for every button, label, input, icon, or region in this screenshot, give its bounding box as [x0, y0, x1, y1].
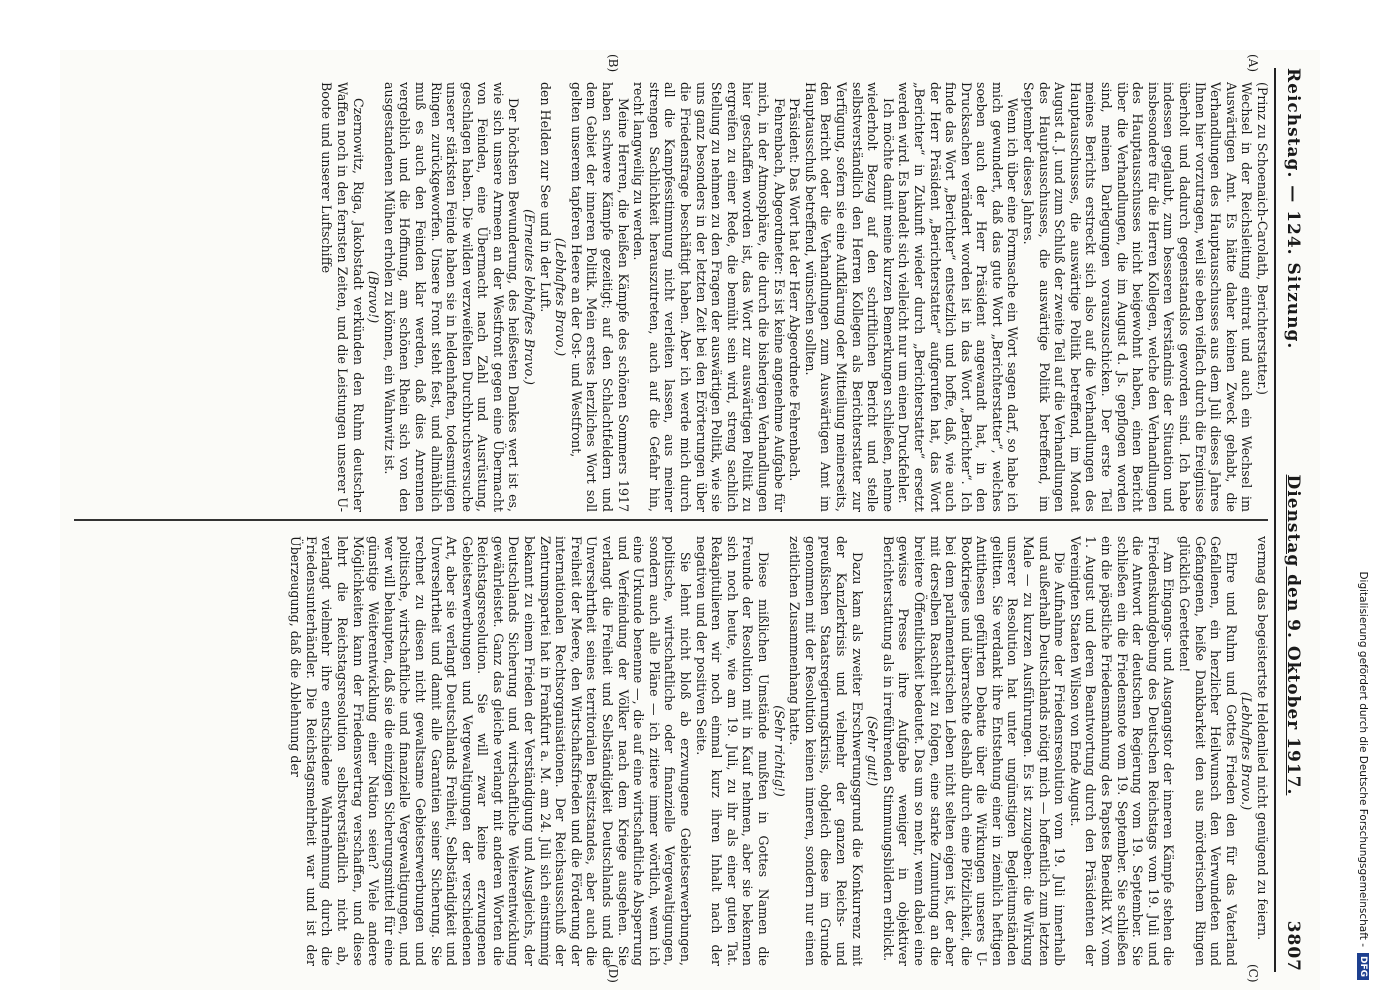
paragraph: (Sehr richtig!)	[771, 705, 787, 797]
paragraph: Sie lehnt nicht bloß ab erzwungene Gebietserwerbungen, politische, wirtschaftliche oder finanzielle Vergewaltigungen, sondern auch alle Pläne — ich zitiere immer wörtlich, wenn ich eine Urkunde benenne —, die auf eine wirtschaftliche Absperrung und Verfeindung der Völker nach dem Kriege ausgehen. Sie verlangt die Freiheit und Selbständigkeit Deutschlands und die Unversehrtheit seines territorialen Besitzstandes, aber auch die Freiheit der Meere, den Wirtschaftsfrieden und die Förderung der internationalen Rechtsorganisationen. Der Reichsausschuß der Zentrumspartei hat in Frankfurt a. M. am 24. Juli sich einstimmig bekannt zu einem Frieden der Verständigung und Ausgleichs, der Deutschlands Sicherung und wirtschaftliche Weiterentwicklung gewährleistet. Ganz das gleiche verlangt mit anderen Worten die Reichstagsresolution. Sie will zwar keine erzwungenen Gebietserwerbungen und Vergewaltigungen der verschiedenen Art, aber sie verlangt Deutschlands Freiheit, Selbständigkeit und Unversehrtheit und damit alle Garantien seiner Sicherung. Sie rechnet zu diesen nicht gewaltsame Gebietserwerbungen und politische, wirtschaftliche und finanzielle Vergewaltigungen, und wer will behaupten, daß sie die einzigen Sicherungsmittel für eine günstige Weiterentwicklung einer Nation seien? Viele andere Möglichkeiten kann der Friedensvertrag verschaffen, und diese lehrt die Reichstagsresolution selbstverständlich nicht ab, verlangt vielmehr ihre entschiedene Wahrnehmung durch die Friedensunterhändler. Die Reichstagsmehrheit war und ist der Überzeugung, daß die Ablehnung der	[288, 536, 694, 966]
paragraph: (Prinz zu Schoenaich-Carolath, Berichterstatter.)	[1255, 82, 1270, 395]
page-number: 3807	[1283, 920, 1303, 972]
paragraph: Dazu kam als zweiter Erschwerungsgrund die Konkurrenz mit der Kanzlerkrisis und vielmehr der ganzen Reichs- und preußischen Staatsregierungskrisis, obgleich diese im Grunde genommen mit der Resolution keinen inneren, sondern nur einen zeitlichen Zusammenhang hatte.	[787, 536, 865, 966]
paragraph: Die Aufnahme der Friedensresolution vom 19. Juli innerhalb und außerhalb Deutschlands nötigt mich — hoffentlich zum letzten Male — zu kurzen Ausführungen. Es ist zuzugeben: die Wirkung unserer Resolution hat unter ungünstigen Begleitumständen gelitten. Sie verdankt ihre Entstehung einer in ziemlich heftigen Antithesen geführten Debatte über die Wirkungen unseres U-Bootkrieges und überraschte deshalb durch eine Plötzlichkeit, die bei dem parlamentarischen Leben nicht selten eigen ist, der aber mit derselben Raschheit zu folgen, eine starke Zumutung an die breitere Öffentlichkeit bedeutet. Das um so mehr, wenn dabei eine gewisse Presse ihre Aufgabe weniger in objektiver Berichterstattung als in irreführenden Stimmungsbildern erblickt.	[880, 536, 1068, 966]
margin-marker-c: (C)	[1246, 964, 1260, 983]
paragraph: vermag das begeistertste Heldenlied nicht genügend zu feiern.	[1255, 536, 1270, 941]
paragraph: Der höchsten Bewunderung, des heißesten Dankes wert ist es, wie sich unsere Armeen an der Westfront gegen eine Übermacht von Feinden, eine Übermacht nach Zahl und Ausrüstung, geschlagen haben. Die wilden verzweifelten Durchbruchsversuche unserer stärksten Feinde haben sie in heldenhaften, todesmutigen Ringen zurückgeworfen. Unsere Front steht fest, und allmählich muß es auch den Feinden klar werden, daß dies Anrennen vergeblich und die Hoffnung, am schönen Rhein sich von den ausgestandenen Mühen erholen zu können, ein Wahnwitz ist.	[381, 82, 522, 512]
paragraph: (Lebhaftes Bravo.)	[1239, 691, 1255, 811]
paragraph: Meine Herren, die heißen Kämpfe des schönen Sommers 1917 haben schwere Kämpfe gezeitigt; auf den Schlachtfeldern und dem Gebiet der inneren Politik. Mein erstes herzliches Wort soll gelten unserem tapferen Heere an der Ost- und Westfront,	[568, 82, 631, 512]
paragraph: Am Eingangs- und Ausgangstor der inneren Kämpfe stehen die Friedenskundgebung des Deutschen Reichstags vom 19. Juli und die Antwort der deutschen Regierung vom 19. September. Sie schließen ein die Friedensnote vom 19. September. Sie schließen ein die päpstliche Friedensmahnung des Papstes Benedikt XV. vom 1. August und deren Beantwortung durch den Präsidenten der Vereinigten Staaten Wilson von Ende August.	[1067, 536, 1177, 966]
paragraph: Präsident: Das Wort hat der Herr Abgeordnete Fehrenbach.	[787, 98, 803, 482]
left-column	[74, 82, 1270, 512]
rotated-page-frame	[60, 50, 1320, 990]
paragraph: (Bravo!)	[366, 270, 382, 324]
margin-marker-b: (B)	[606, 54, 620, 73]
header-left: Reichstag. — 124. Sitzung.	[1283, 68, 1303, 350]
paragraph: (Sehr gut!)	[865, 715, 881, 787]
column-divider	[74, 519, 1268, 521]
paragraph: Ich möchte damit meine kurzen Bemerkungen schließen, nehme wiederholt Bezug auf den schriftlichen Bericht und stelle selbstverständlich den Herren Kollegen als Berichterstatter zur Verfügung, sofern sie eine Aufklärung oder Mitteilung meinerseits, den Bericht oder die Verhandlungen zum Auswärtigen Amt im Hauptausschuß betreffend, wünschen sollten.	[802, 82, 896, 512]
paragraph: (Lebhaftes Bravo.)	[553, 237, 569, 357]
page-content	[60, 50, 1320, 990]
digitization-credit	[1352, 20, 1382, 980]
paragraph: (Erneutes lebhaftes Bravo.)	[522, 209, 538, 385]
header-date: Dienstag den 9. Oktober 1917.	[1283, 474, 1303, 796]
margin-marker-d: (D)	[606, 964, 620, 983]
page-header	[1280, 68, 1306, 972]
right-column	[74, 536, 1270, 966]
paragraph: den Helden zur See und in der Luft.	[537, 82, 553, 313]
paragraph: Fehrenbach, Abgeordneter: Es ist keine angenehme Aufgabe für mich, in der Atmosphäre, die durch die bisherigen Verhandlungen hier geschaffen worden ist, das Wort zur auswärtigen Politik zu ergreifen zu einer Rede, die bemüht sein wird, streng sachlich Stellung zu nehmen zu den Fragen der auswärtigen Politik, wie sie uns ganz besonders in der letzten Zeit bei den Erörterungen über die Friedensfrage beschäftigt haben. Aber ich werde mich durch all die Kampfesstimmung nicht verleiten lassen, aus meiner strengen Sachlichkeit herauszutreten, auch auf die Gefahr hin, recht langweilig zu werden.	[631, 82, 787, 512]
paragraph: Czernowitz, Riga, Jakobstadt verkünden den Ruhm deutscher Waffen noch in den fernsten Zeiten, und die Leistungen unserer U-Boote und unserer Luftschiffe	[319, 82, 366, 512]
paragraph: Wechsel in der Reichsleitung eintrat und auch ein Wechsel im Auswärtigen Amt. Es hätte daher keinen Zweck gehabt, die Verhandlungen des Hauptausschusses aus dem Juli dieses Jahres Ihnen hier vorzutragen, weil sie eben vielfach durch die Ereignisse überholt und dadurch gegenstandslos geworden sind. Ich habe indessen geglaubt, zum besseren Verständnis der Situation und insbesondere für die Herren Kollegen, welche den Verhandlungen des Hauptausschusses nicht beigewohnt haben, einen Bericht über die Verhandlungen, die im August d. Js. gepflogen worden sind, meinen Darlegungen vorauszuschicken. Der erste Teil meines Berichts erstreckt sich also auf die Verhandlungen des Hauptausschusses, die auswärtige Politik betreffend, im Monat August d. J. und zum Schluß der zweite Teil auf die Verhandlungen des Hauptausschusses, die auswärtige Politik betreffend, im September dieses Jahres.	[1021, 82, 1255, 512]
paragraph: Ehre und Ruhm und Gottes Frieden den für das Vaterland Gefallenen, ein herzlicher Heilwunsch den Verwundeten und Gefangenen, heiße Dankbarkeit den aus mörderischem Ringen glücklich Geretteten!	[1177, 536, 1239, 966]
paragraph: Diese mißlichen Umstände mußten in Gottes Namen die Freunde der Resolution mit in Kauf nehmen, aber sie bekennen sich noch heute, wie am 19. Juli, zu ihr als einer guten Tat. Rekapitulieren wir noch einmal kurz ihren Inhalt nach der negativen und der positiven Seite.	[693, 536, 771, 966]
dfg-logo: DFG	[1357, 953, 1369, 980]
margin-marker-a: (A)	[1246, 54, 1260, 73]
paragraph: Wenn ich über eine Formsache ein Wort sagen darf, so habe ich mich gewundert, daß das gute Wort „Berichterstatter“, welches soeben auch der Herr Präsident angewandt hat, in den Drucksachen verändert worden ist in das Wort „Berichter“. Ich finde das Wort „Berichter“ entsetzlich und hoffe, daß, wie auch der Herr Präsident „Berichterstatter“ aufgerufen hat, das Wort „Berichter“ in Zukunft wieder durch „Berichterstatter“ ersetzt werden wird. Es handelt sich vielleicht nur um einen Druckfehler.	[896, 82, 1021, 512]
header-rule	[1274, 68, 1276, 972]
credit-text: Digitalisierung gefördert durch die Deutsche Forschungsgemeinschaft -	[1357, 571, 1369, 947]
